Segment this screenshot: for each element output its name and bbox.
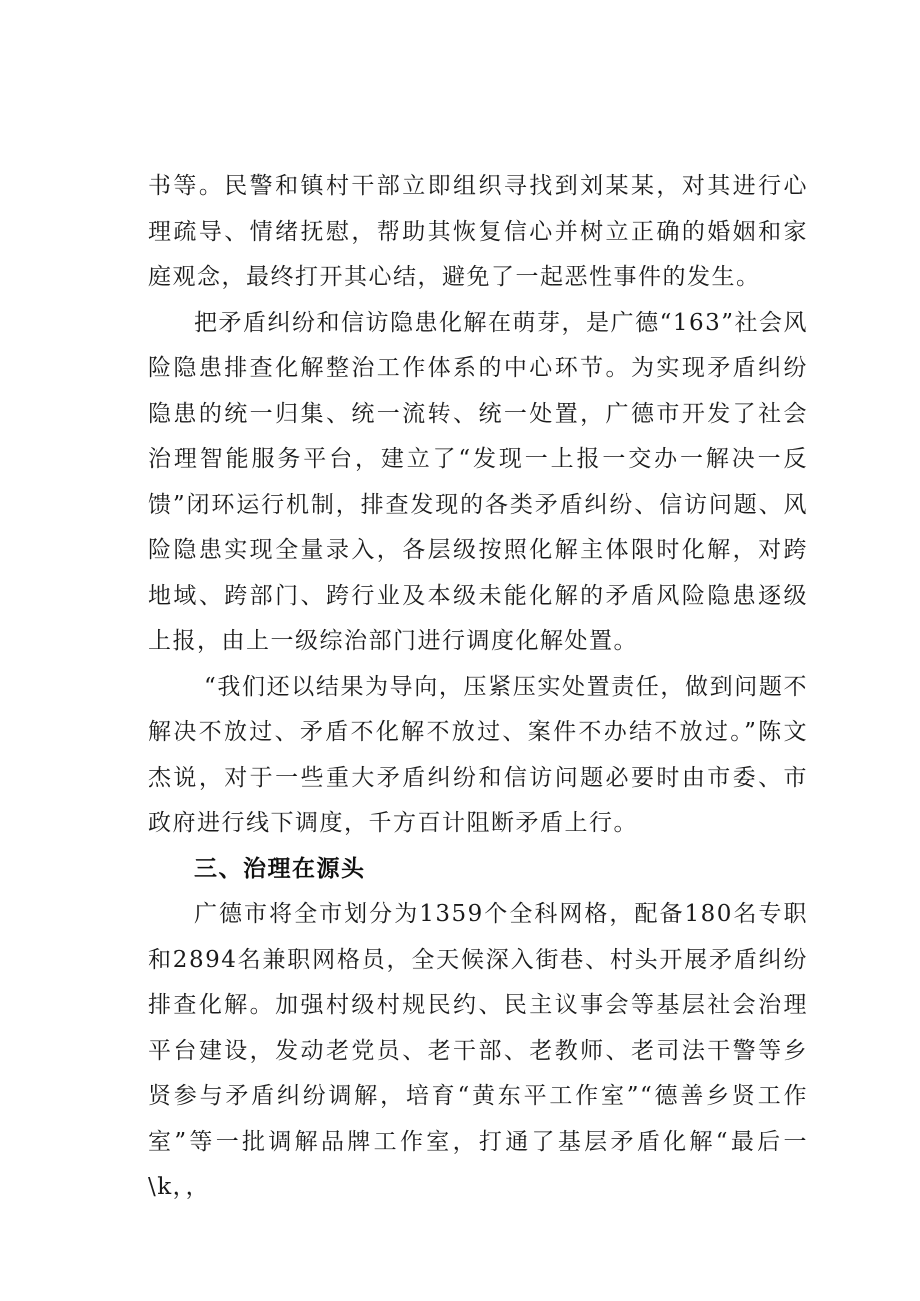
paragraph-quote-chen-wenjie: “我们还以结果为导向，压紧压实处置责任，做到问题不解决不放过、矛盾不化解不放过、案件不办结不放过。”陈文杰说，对于一些重大矛盾纠纷和信访问题必要时由市委、市政府进行线下调度，千方百计阻断矛盾上行。 (148, 673, 808, 836)
paragraph-163-system: 把矛盾纠纷和信访隐患化解在萌芽，是广德“163”社会风险隐患排查化解整治工作体系的中心环节。为实现矛盾纠纷隐患的统一归集、统一流转、统一处置，广德市开发了社会治理智能服务平台，建立了“发现一上报一交办一解决一反馈”闭环运行机制，排查发现的各类矛盾纠纷、信访问题、风险隐患实现全量录入，各层级按照化解主体限时化解，对跨地域、跨部门、跨行业及本级未能化解的矛盾风险隐患逐级上报，由上一级综治部门进行调度化解处置。 (148, 309, 808, 654)
paragraph-grid-governance: 广德市将全市划分为1359个全科网格，配备180名专职和2894名兼职网格员，全天候深入街巷、村头开展矛盾纠纷排查化解。加强村级村规民约、民主议事会等基层社会治理平台建设，发动老党员、老干部、老教师、老司法干警等乡贤参与矛盾纠纷调解，培育“黄东平工作室”“德善乡贤工作室”等一批调解品牌工作室，打通了基层矛盾化解“最后一\k，， (148, 901, 808, 1200)
paragraph-continuation: 书等。民警和镇村干部立即组织寻找到刘某某，对其进行心理疏导、情绪抚慰，帮助其恢复信心并树立正确的婚姻和家庭观念，最终打开其心结，避免了一起恶性事件的发生。 (148, 173, 808, 290)
section-heading: 三、治理在源头 (194, 855, 366, 882)
document-body (148, 164, 808, 1211)
